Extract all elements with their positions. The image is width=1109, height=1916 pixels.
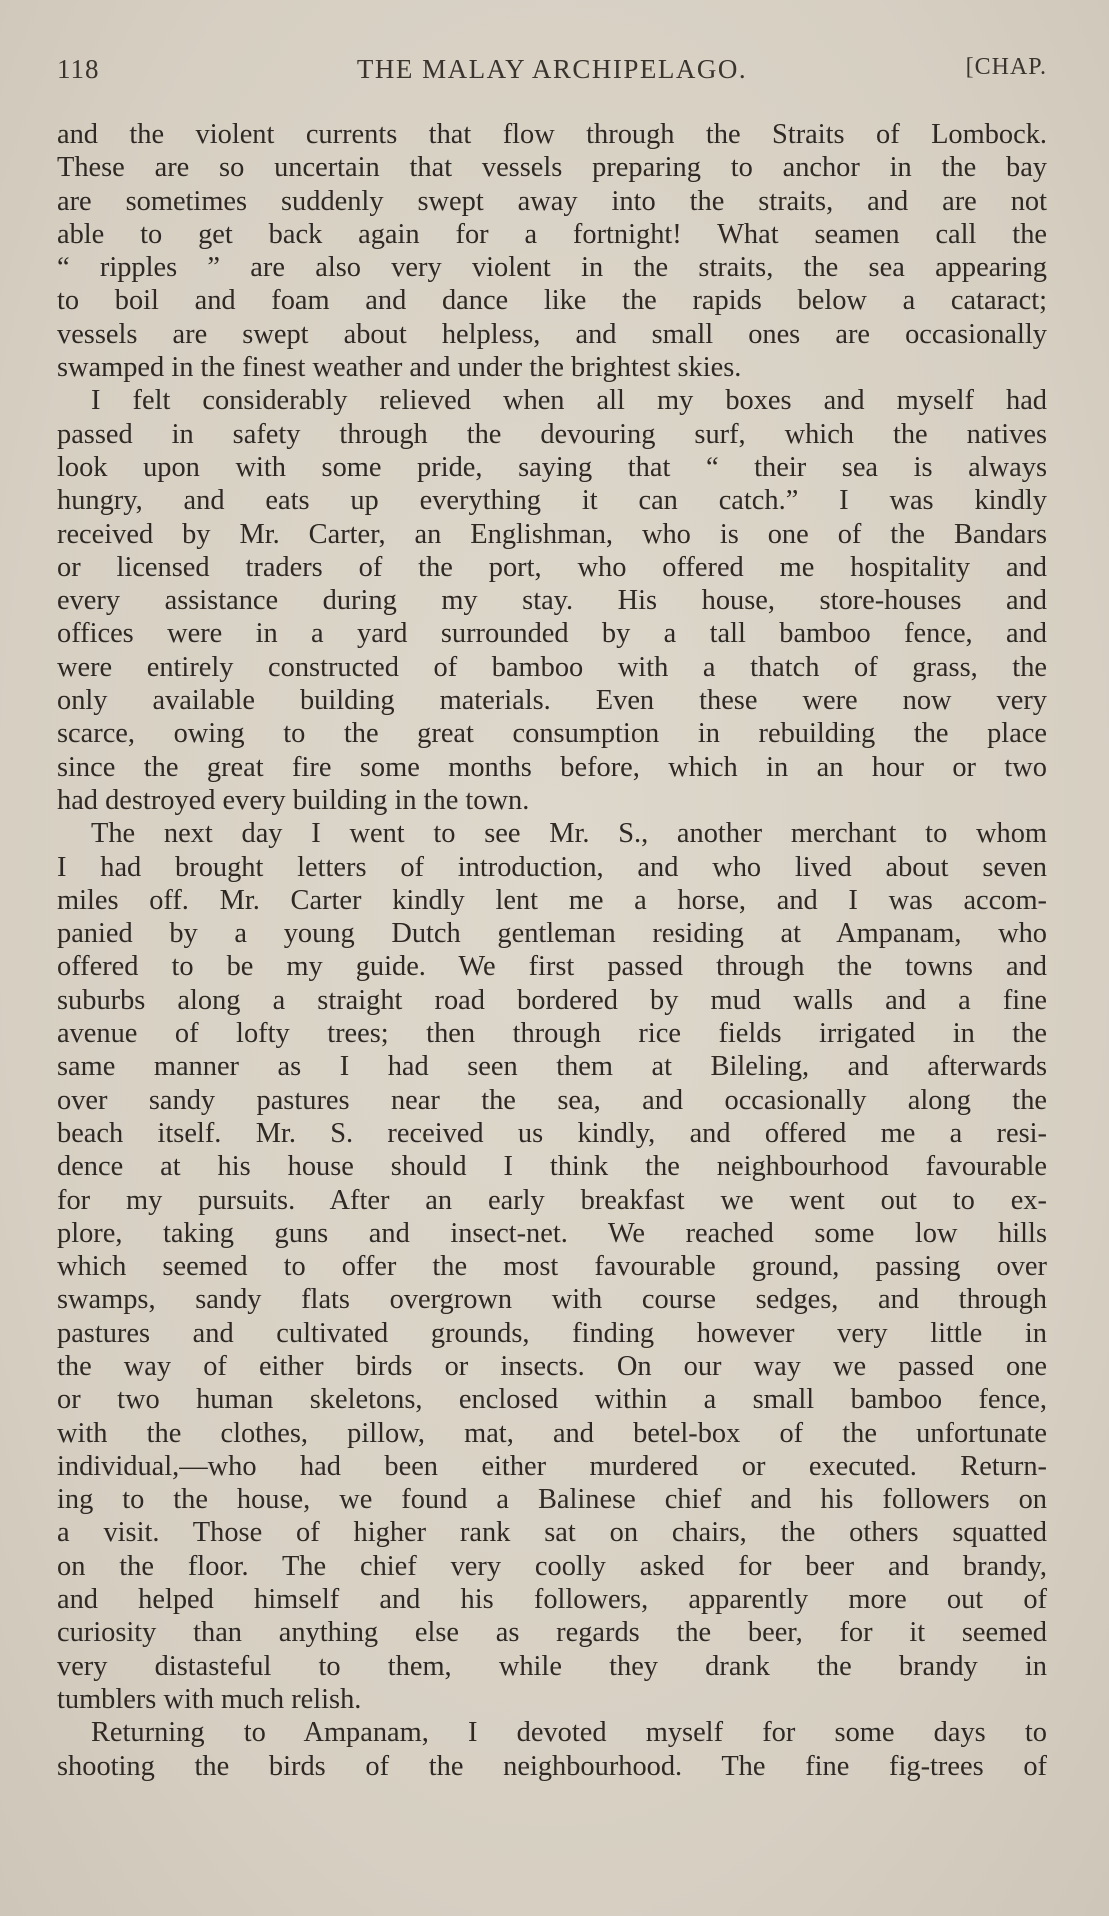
text-line: dence at his house should I think the neighbourhood favourable xyxy=(57,1151,1047,1183)
text-line: on the floor. The chief very coolly asked for beer and brandy, xyxy=(57,1550,1047,1582)
page-number: 118 xyxy=(57,54,100,84)
text-line: were entirely constructed of bamboo with a thatch of grass, the xyxy=(57,651,1047,683)
text-line: only available building materials. Even these were now very xyxy=(57,685,1047,717)
text-line: plore, taking guns and insect-net. We reached some low hills xyxy=(57,1217,1047,1249)
text-line: “ ripples ” are also very violent in the straits, the sea appearing xyxy=(57,252,1047,284)
running-title: THE MALAY ARCHIPELAGO. xyxy=(356,54,748,84)
body-text xyxy=(57,118,1047,1783)
text-line: scarce, owing to the great consumption in rebuilding the place xyxy=(57,718,1047,750)
text-line: for my pursuits. After an early breakfast we went out to ex- xyxy=(57,1184,1047,1216)
text-line: pastures and cultivated grounds, finding however very little in xyxy=(57,1317,1047,1349)
text-line: offered to be my guide. We first passed through the towns and xyxy=(57,951,1047,983)
chapter-mark: [CHAP. xyxy=(965,54,1047,80)
text-line: individual,—who had been either murdered or executed. Return- xyxy=(57,1450,1047,1482)
text-line: the way of either birds or insects. On our way we passed one xyxy=(57,1350,1047,1382)
text-line: since the great fire some months before, which in an hour or two xyxy=(57,751,1047,783)
text-line: with the clothes, pillow, mat, and betel-box of the unfortunate xyxy=(57,1417,1047,1449)
text-line: vessels are swept about helpless, and small ones are occasionally xyxy=(57,318,1047,350)
text-line: hungry, and eats up everything it can catch.” I was kindly xyxy=(57,485,1047,517)
text-line: and the violent currents that flow through the Straits of Lombock. xyxy=(57,119,1047,150)
text-line: to boil and foam and dance like the rapids below a cataract; xyxy=(57,285,1047,317)
text-line: panied by a young Dutch gentleman residing at Ampanam, who xyxy=(57,918,1047,950)
text-line: had destroyed every building in the town. xyxy=(57,784,530,816)
running-head xyxy=(57,48,1047,88)
text-line: able to get back again for a fortnight! What seamen call the xyxy=(57,218,1047,250)
text-line: a visit. Those of higher rank sat on chairs, the others squatted xyxy=(57,1517,1047,1549)
text-line: miles off. Mr. Carter kindly lent me a horse, and I was accom- xyxy=(57,884,1047,916)
text-line: swamps, sandy flats overgrown with course sedges, and through xyxy=(57,1284,1047,1316)
text-line: which seemed to offer the most favourable ground, passing over xyxy=(57,1251,1047,1283)
text-line: suburbs along a straight road bordered by mud walls and a fine xyxy=(57,984,1047,1016)
text-line: beach itself. Mr. S. received us kindly, and offered me a resi- xyxy=(57,1117,1047,1149)
text-line: or licensed traders of the port, who offered me hospitality and xyxy=(57,551,1047,583)
text-line: Returning to Ampanam, I devoted myself for some days to xyxy=(91,1717,1047,1749)
text-line: The next day I went to see Mr. S., another merchant to whom xyxy=(91,818,1047,850)
text-line: over sandy pastures near the sea, and occasionally along the xyxy=(57,1084,1047,1116)
text-line: tumblers with much relish. xyxy=(57,1683,362,1715)
text-line: shooting the birds of the neighbourhood. The fine fig-trees of xyxy=(57,1750,1047,1782)
text-line: passed in safety through the devouring surf, which the natives xyxy=(57,418,1047,450)
text-line: offices were in a yard surrounded by a tall bamboo fence, and xyxy=(57,618,1047,650)
text-line: same manner as I had seen them at Bileling, and afterwards xyxy=(57,1051,1047,1083)
text-line: look upon with some pride, saying that “ their sea is always xyxy=(57,451,1047,483)
text-line: are sometimes suddenly swept away into the straits, and are not xyxy=(57,185,1047,217)
text-line: and helped himself and his followers, apparently more out of xyxy=(57,1584,1047,1616)
text-line: or two human skeletons, enclosed within a small bamboo fence, xyxy=(57,1384,1047,1416)
text-line: every assistance during my stay. His house, store-houses and xyxy=(57,585,1047,617)
text-line: These are so uncertain that vessels preparing to anchor in the bay xyxy=(57,152,1047,184)
text-line: swamped in the finest weather and under the brightest skies. xyxy=(57,352,742,384)
text-line: I felt considerably relieved when all my boxes and myself had xyxy=(91,385,1047,417)
text-line: ing to the house, we found a Balinese chief and his followers on xyxy=(57,1484,1047,1516)
text-line: very distasteful to them, while they drank the brandy in xyxy=(57,1650,1047,1682)
text-line: avenue of lofty trees; then through rice fields irrigated in the xyxy=(57,1018,1047,1050)
text-line: I had brought letters of introduction, and who lived about seven xyxy=(57,851,1047,883)
text-line: curiosity than anything else as regards the beer, for it seemed xyxy=(57,1617,1047,1649)
text-line: received by Mr. Carter, an Englishman, who is one of the Bandars xyxy=(57,518,1047,550)
